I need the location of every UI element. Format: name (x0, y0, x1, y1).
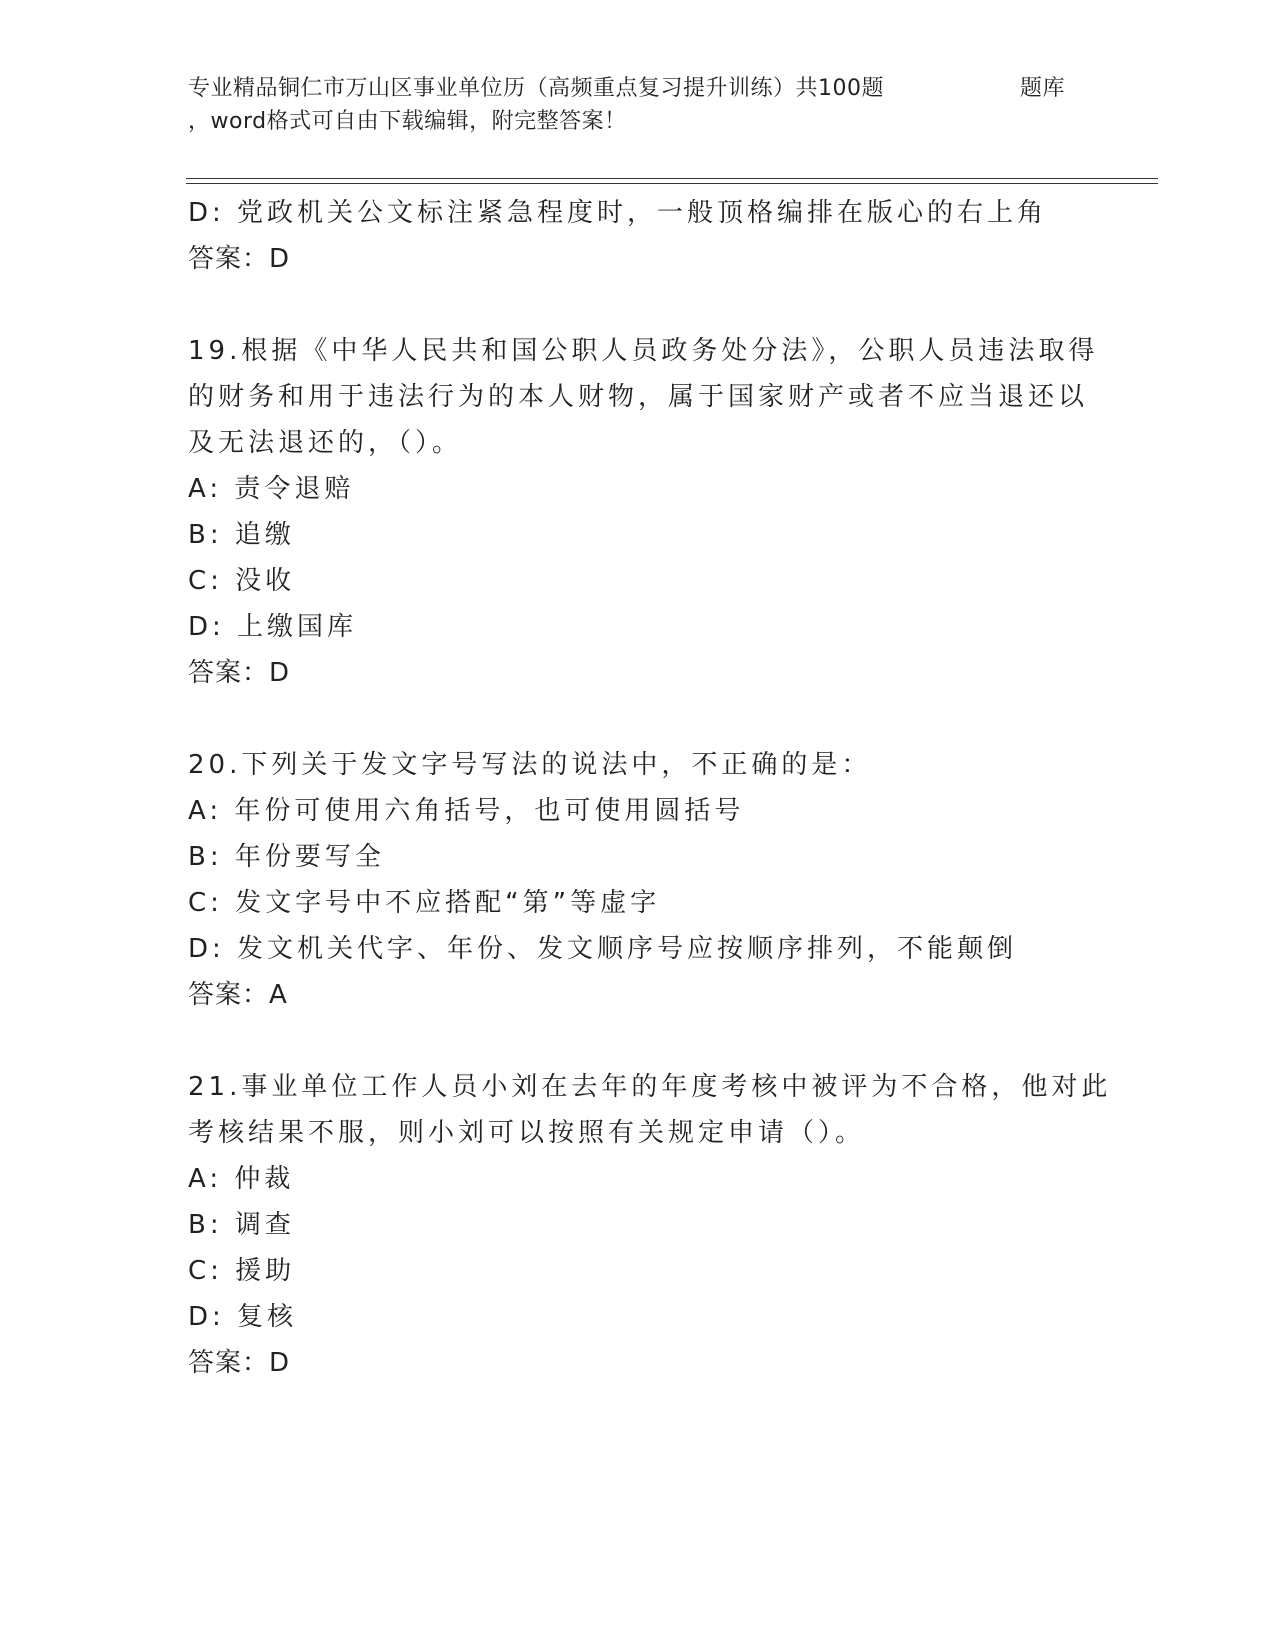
question-21 (188, 1064, 1112, 1386)
option-a: A: 责令退赔 (188, 474, 355, 504)
question-text-line: 21.事业单位工作人员小刘在去年的年度考核中被评为不合格，他对此 (188, 1072, 1112, 1102)
option-b: B: 追缴 (188, 520, 295, 550)
header-divider-bottom (186, 183, 1158, 184)
question-text-line: 的财务和用于违法行为的本人财物，属于国家财产或者不应当退还以 (188, 382, 1089, 412)
spacer (188, 1018, 1088, 1064)
question-text-line: 考核结果不服，则小刘可以按照有关规定申请（）。 (188, 1118, 866, 1148)
question-19 (188, 328, 1099, 696)
question-text-line: 19.根据《中华人民共和国公职人员政务处分法》，公职人员违法取得 (188, 336, 1099, 366)
header-title-suffix: 题库 (1020, 76, 1066, 101)
spacer (188, 282, 1088, 328)
question-18-tail (188, 190, 1088, 282)
option-d: D: 发文机关代字、年份、发文顺序号应按顺序排列，不能颠倒 (188, 934, 1018, 964)
question-20 (188, 742, 1088, 1018)
answer-line: 答案：D (188, 1348, 291, 1378)
header-title-line: 专业精品铜仁市万山区事业单位历（高频重点复习提升训练）共100题 (188, 76, 884, 101)
option-c: C: 发文字号中不应搭配“第”等虚字 (188, 888, 661, 918)
option-d: D: 党政机关公文标注紧急程度时，一般顶格编排在版心的右上角 (188, 198, 1048, 228)
header-divider-top (186, 178, 1158, 179)
question-text-line: 20.下列关于发文字号写法的说法中，不正确的是： (188, 750, 872, 780)
question-text-line: 及无法退还的，（）。 (188, 428, 463, 458)
option-c: C: 援助 (188, 1256, 296, 1286)
option-b: B: 调查 (188, 1210, 295, 1240)
option-d: D: 上缴国库 (188, 612, 358, 642)
option-a: A: 仲裁 (188, 1164, 295, 1194)
document-body (188, 190, 1112, 1386)
answer-line: 答案：A (188, 980, 288, 1010)
option-c: C: 没收 (188, 566, 296, 596)
answer-line: 答案：D (188, 244, 291, 274)
page-header (188, 72, 1088, 138)
option-d: D: 复核 (188, 1302, 298, 1332)
header-subtitle-line: ，word格式可自由下载编辑，附完整答案！ (188, 109, 627, 134)
answer-line: 答案：D (188, 658, 291, 688)
spacer (188, 696, 1088, 742)
option-a: A: 年份可使用六角括号，也可使用圆括号 (188, 796, 745, 826)
option-b: B: 年份要写全 (188, 842, 385, 872)
